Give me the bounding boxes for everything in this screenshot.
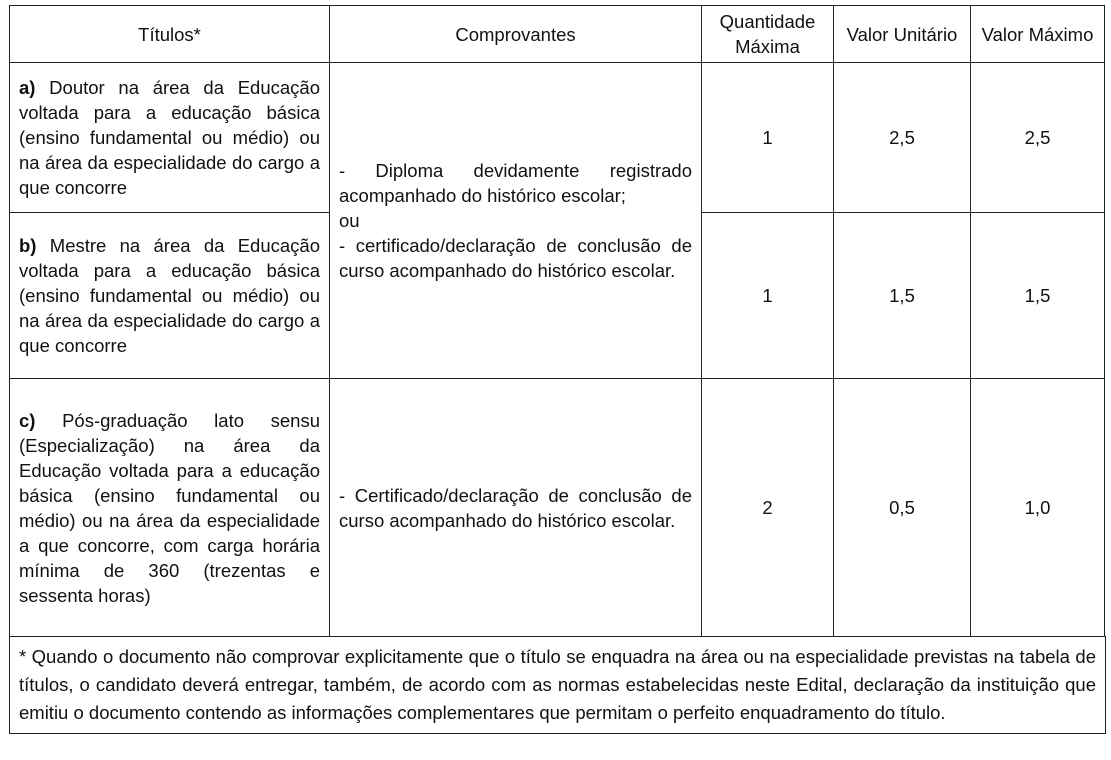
quantidade-cell: 1 <box>702 63 834 213</box>
quantidade-cell: 1 <box>702 213 834 379</box>
header-quantidade: Quantidade Máxima <box>702 6 834 63</box>
title-cell <box>10 213 330 379</box>
valor-unitario-cell: 0,5 <box>834 379 971 637</box>
quantidade-cell: 2 <box>702 379 834 637</box>
proof-cell: - Certificado/declaração de conclusão de curso acompanhado do histórico escolar. <box>330 379 702 637</box>
footnote-text: * Quando o documento não comprovar explicitamente que o título se enquadra na área ou na especialidade previstas na tabela de títulos, o candidato deverá entregar, também, de acordo com as normas estabelecidas neste Edital, declaração da instituição que emitiu o documento contendo as informações complementares que permitam o perfeito enquadramento do título. <box>19 646 1096 723</box>
row-label: b) <box>19 235 37 256</box>
valor-maximo-cell: 1,5 <box>971 213 1105 379</box>
header-valor-unitario: Valor Unitário <box>834 6 971 63</box>
proof-cell <box>330 63 702 379</box>
footnote-box <box>9 636 1106 734</box>
header-titulos: Títulos* <box>10 6 330 63</box>
titles-table <box>9 5 1105 637</box>
header-valor-maximo: Valor Máximo <box>971 6 1105 63</box>
row-title: Mestre na área da Educação voltada para a educação básica (ensino fundamental ou médio) ou na área da especialidade do cargo a que concorre <box>19 235 320 356</box>
proof-line: - Diploma devidamente registrado acompanhado do histórico escolar; <box>339 160 692 206</box>
header-row <box>10 6 1105 63</box>
header-comprovantes: Comprovantes <box>330 6 702 63</box>
title-cell <box>10 379 330 637</box>
table-row <box>10 63 1105 213</box>
valor-unitario-cell: 2,5 <box>834 63 971 213</box>
table-row <box>10 379 1105 637</box>
title-cell <box>10 63 330 213</box>
proof-line: - certificado/declaração de conclusão de curso acompanhado do histórico escolar. <box>339 235 692 281</box>
valor-maximo-cell: 2,5 <box>971 63 1105 213</box>
proof-line: ou <box>339 210 360 231</box>
valor-maximo-cell: 1,0 <box>971 379 1105 637</box>
row-label: c) <box>19 409 36 431</box>
row-title: Doutor na área da Educação voltada para a educação básica (ensino fundamental ou médio) ou na área da especialidade do cargo a que concorre <box>19 77 320 198</box>
row-label: a) <box>19 77 36 98</box>
row-title: Pós-graduação lato sensu (Especialização) na área da Educação voltada para a educação básica (ensino fundamental ou médio) ou na área da especialidade a que concorre, com carga horária mínima de 360 (trezentas e sessenta horas) <box>19 409 320 606</box>
valor-unitario-cell: 1,5 <box>834 213 971 379</box>
